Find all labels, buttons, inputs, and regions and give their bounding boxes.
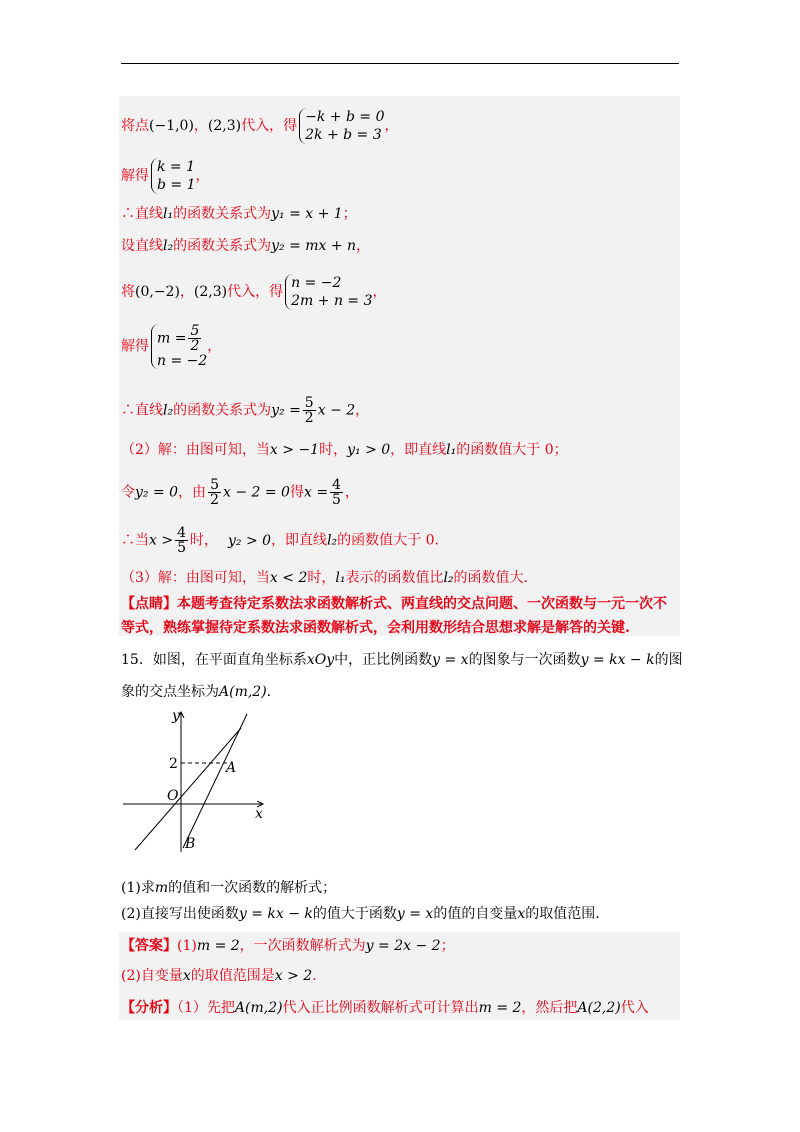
header-rule bbox=[121, 63, 679, 64]
question-15-part-1: (1)求m的值和一次函数的解析式； bbox=[121, 880, 337, 896]
solution-line-10: ∴当x > $\frac{4}{5}$ 时， y₂ > 0，即直线l₂的函数值大于 0. bbox=[121, 525, 439, 556]
point-a-label: A bbox=[226, 760, 237, 776]
solution-line-7: ∴直线l₂的函数关系式为y₂ = $\frac{5}{2}$ x − 2， bbox=[121, 395, 370, 426]
solution-line-9: 令y₂ = 0，由 $\frac{5}{2}$ x − 2 = 0得x = $\frac{4}{5}$ ， bbox=[121, 477, 359, 508]
line-y-equals-x bbox=[135, 728, 241, 850]
point-b-label: B bbox=[185, 836, 196, 852]
answer-line-2: (2)自变量x的取值范围是x > 2. bbox=[121, 968, 317, 984]
comment-line-2: 等式，熟练掌握待定系数法求函数解析式，会利用数形结合思想求解是解答的关键. bbox=[121, 620, 630, 636]
question-15-part-2: (2)直接写出使函数y = kx − k的值大于函数y = x的值的自变量x的取值范围. bbox=[121, 906, 600, 922]
coordinate-figure bbox=[115, 700, 275, 860]
solution-line-11: （3）解：由图可知，当x < 2时，l₁表示的函数值比l₂的函数值大. bbox=[121, 570, 528, 586]
solution-line-8: （2）解：由图可知，当x > −1时，y₁ > 0，即直线l₁的函数值大于 0； bbox=[121, 442, 568, 458]
question-15-line-2: 象的交点坐标为A(m,2). bbox=[121, 684, 272, 700]
solution-line-3: ∴直线l₁的函数关系式为y₁ = x + 1； bbox=[121, 206, 357, 222]
x-axis-label: x bbox=[255, 806, 263, 822]
answer-line-1: 【答案】(1)m = 2，一次函数解析式为y = 2x − 2； bbox=[121, 938, 455, 954]
question-15-line-1: 15．如图，在平面直角坐标系xOy中，正比例函数y = x的图象与一次函数y = kx − k的图 bbox=[121, 652, 683, 668]
solution-line-1: 将点(−1,0)，(2,3)代入，得 −k + b = 0 2k + b = 3 ， bbox=[121, 109, 399, 143]
analysis-line-1: 【分析】（1）先把A(m,2)代入正比例函数解析式可计算出m = 2，然后把A(2,2)代入 bbox=[121, 1000, 649, 1016]
origin-label: O bbox=[167, 788, 179, 804]
comment-line-1: 【点睛】本题考查待定系数法求函数解析式、两直线的交点问题、一次函数与一元一次不 bbox=[121, 596, 667, 612]
solution-line-2: 解得 k = 1 b = 1 ， bbox=[121, 159, 210, 193]
solution-line-4: 设直线l₂的函数关系式为y₂ = mx + n， bbox=[121, 238, 371, 254]
solution-line-6: 解得 m = $\frac{5}{2}$ n = −2 ， bbox=[121, 323, 222, 369]
solution-line-5: 将(0,−2)，(2,3)代入，得 n = −2 2m + n = 3 ， bbox=[121, 275, 387, 309]
y-axis-label: y bbox=[172, 708, 180, 724]
line-y-equals-kx-minus-k bbox=[183, 714, 247, 848]
y-tick-label: 2 bbox=[169, 756, 178, 772]
